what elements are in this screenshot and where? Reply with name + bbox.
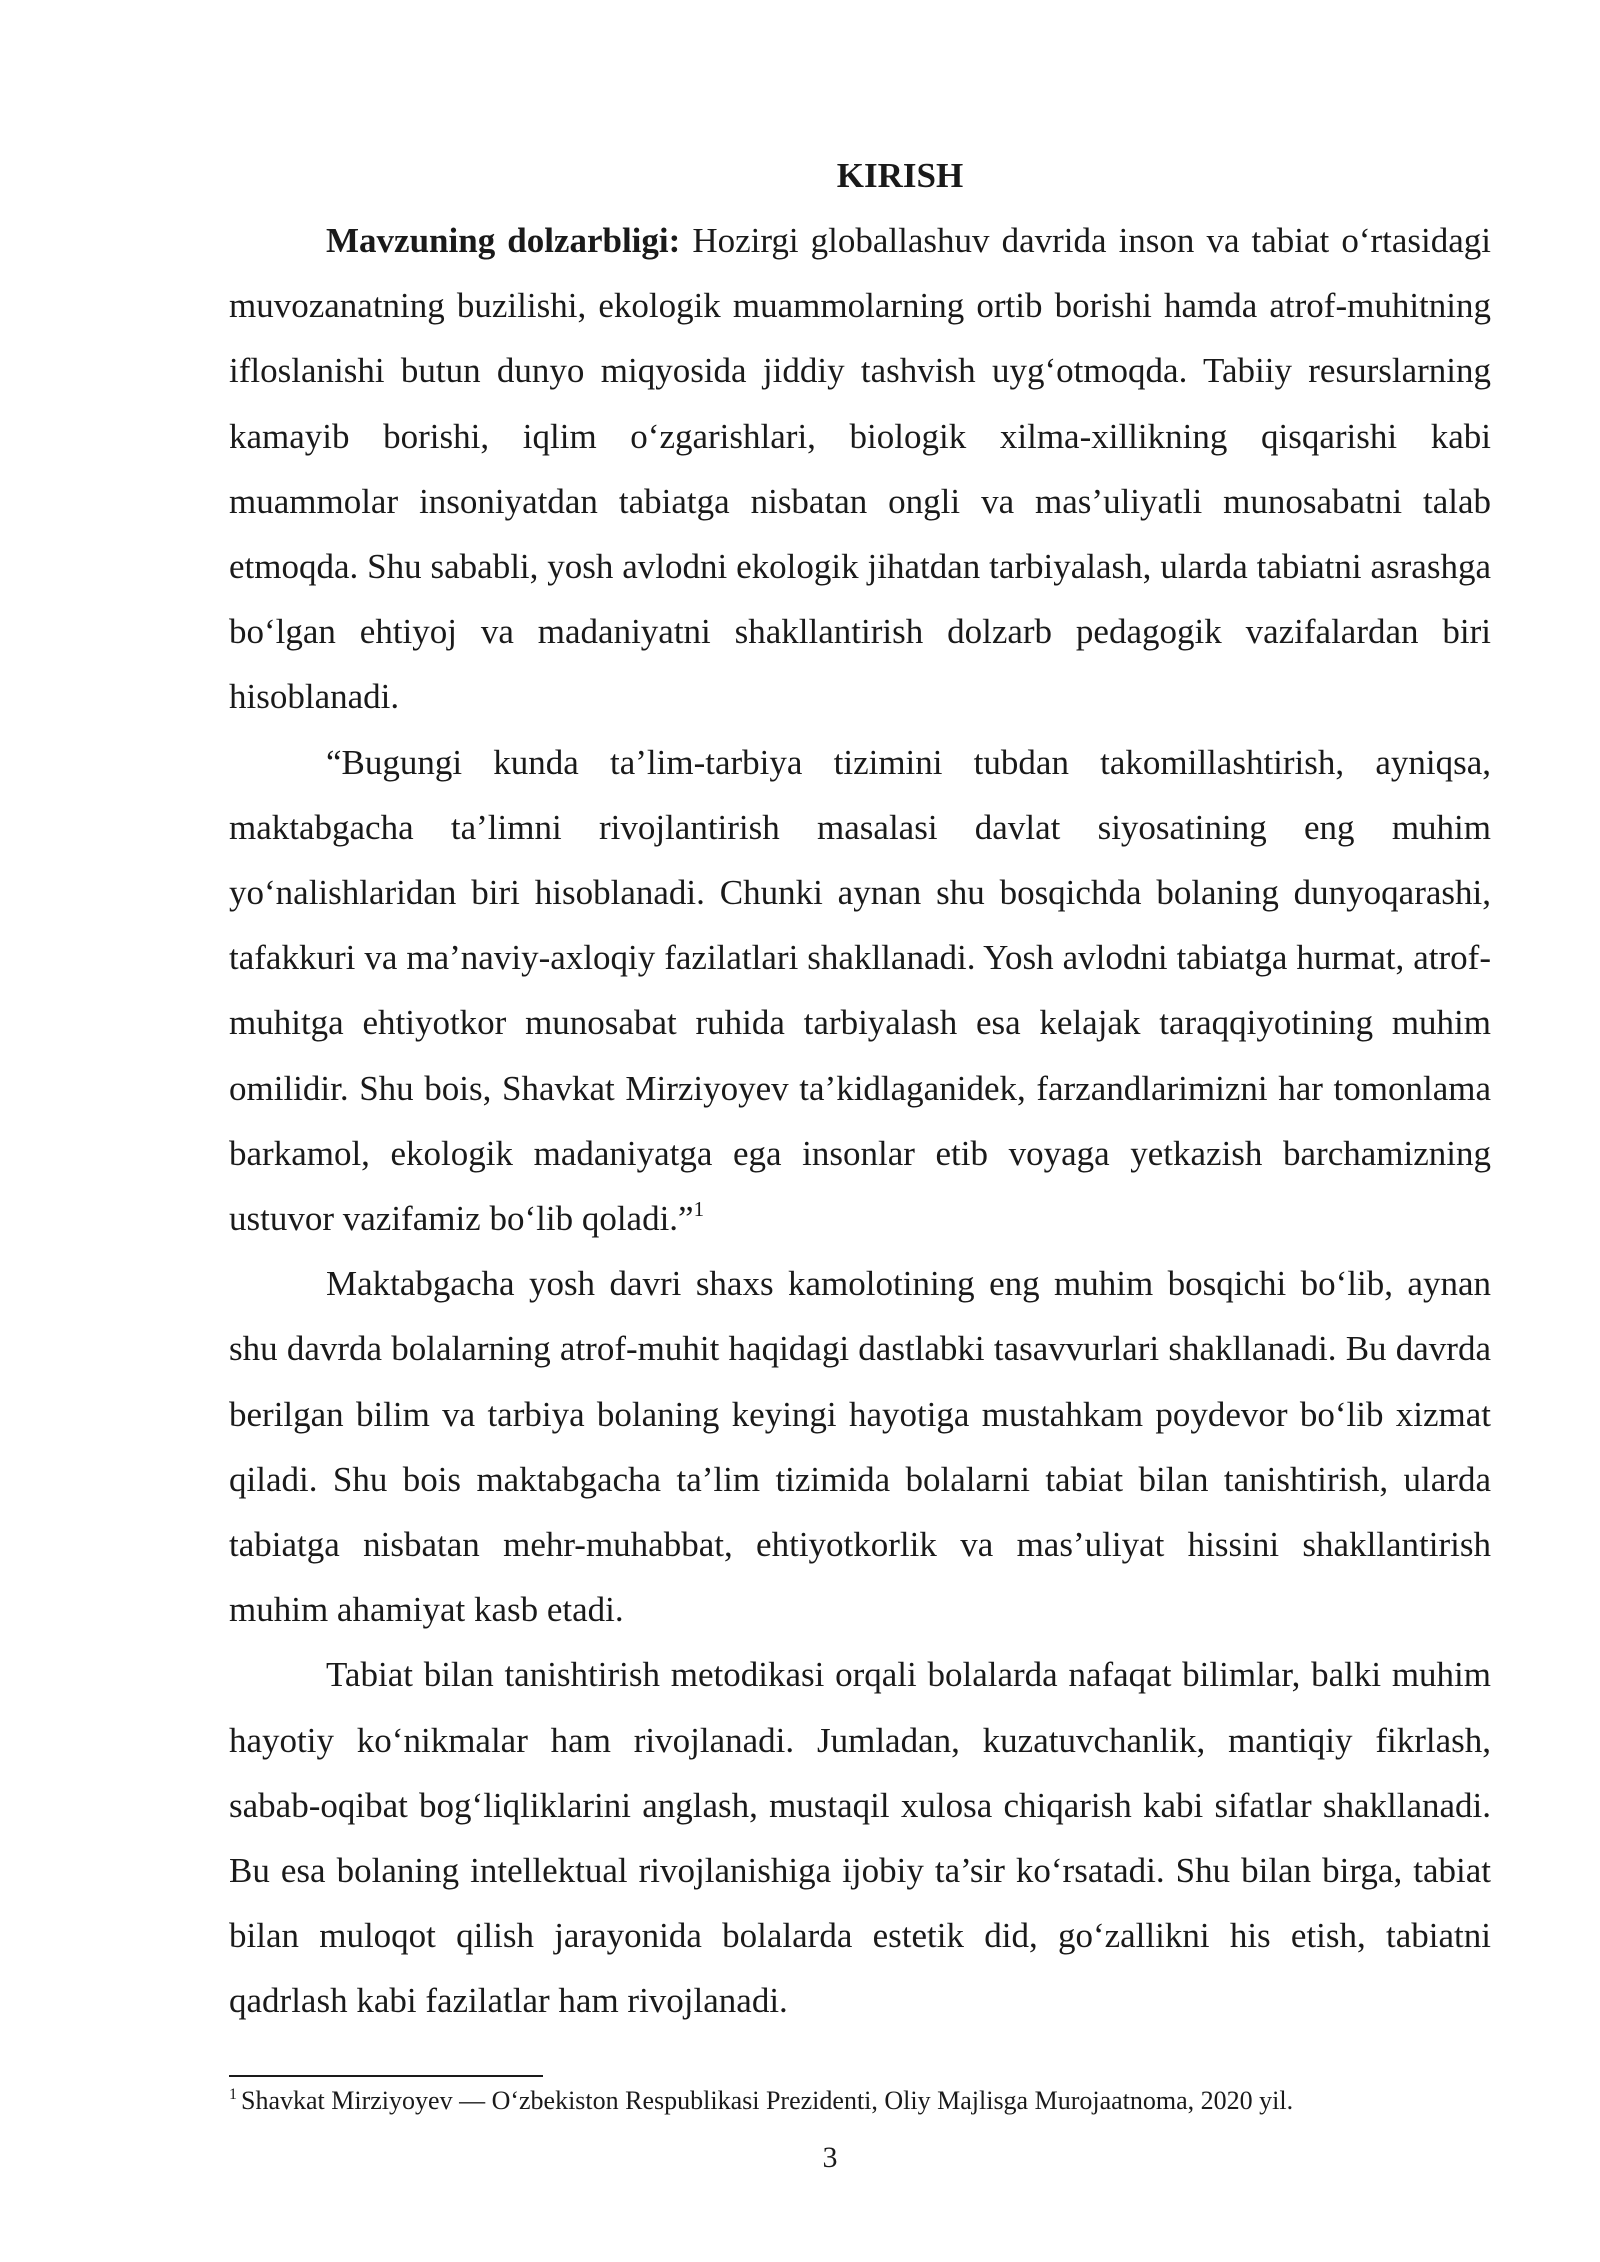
paragraph-methodology <box>229 1642 1491 2033</box>
paragraph-lead-label: Mavzuning dolzarbligi: <box>326 221 681 260</box>
footnote-reference[interactable]: 1 <box>693 1197 705 1222</box>
section-heading: KIRISH <box>836 156 964 195</box>
footnote-number: 1 <box>229 2086 237 2103</box>
paragraph-quote <box>229 730 1491 1252</box>
footnote <box>229 2084 1491 2118</box>
paragraph-text: “Bugungi kunda ta’lim-tarbiya tizimini tubdan takomillashtirish, ayniqsa, maktabgacha ta’limni rivojlantirish masalasi davlat siyosatining eng muhim yo‘nalishlaridan biri hisoblanadi. Chunki aynan shu bosqichda bolaning dunyoqarashi, tafakkuri va ma’naviy-axloqiy fazilatlari shakllanadi. Yosh avlodni tabiatga hurmat, atrof-muhitga ehtiyotkor munosabat ruhida tarbiyalash esa kelajak taraqqiyotining muhim omilidir. Shu bois, Shavkat Mirziyoyev ta’kidlaganidek, farzandlarimizni har tomonlama barkamol, ekologik madaniyatga ega insonlar etib voyaga yetkazish barchamizning ustuvor vazifamiz bo‘lib qoladi.” <box>229 742 1491 1239</box>
paragraph-relevance <box>229 208 1491 730</box>
footnote-text: Shavkat Mirziyoyev — O‘zbekiston Respublikasi Prezidenti, Oliy Majlisga Murojaatnoma, 2020 yil. <box>241 2086 1294 2115</box>
page-number: 3 <box>822 2141 838 2174</box>
document-body <box>229 148 1491 2034</box>
paragraph-text: Tabiat bilan tanishtirish metodikasi orqali bolalarda nafaqat bilimlar, balki muhim hayotiy ko‘nikmalar ham rivojlanadi. Jumladan, kuzatuvchanlik, mantiqiy fikrlash, sabab-oqibat bog‘liqliklarini anglash, mustaqil xulosa chiqarish kabi sifatlar shakllanadi. Bu esa bolaning intellektual rivojlanishiga ijobiy ta’sir ko‘rsatadi. Shu bilan birga, tabiat bilan muloqot qilish jarayonida bolalarda estetik did, go‘zallikni his etish, tabiatni qadrlash kabi fazilatlar ham rivojlanadi. <box>229 1655 1491 2021</box>
paragraph-text: Maktabgacha yosh davri shaxs kamolotining eng muhim bosqichi bo‘lib, aynan shu davrda bolalarning atrof-muhit haqidagi dastlabki tasavvurlari shakllanadi. Bu davrda berilgan bilim va tarbiya bolaning keyingi hayotiga mustahkam poydevor bo‘lib xizmat qiladi. Shu bois maktabgacha ta’lim tizimida bolalarni tabiat bilan tanishtirish, ularda tabiatga nisbatan mehr-muhabbat, ehtiyotkorlik va mas’uliyat hissini shakllantirish muhim ahamiyat kasb etadi. <box>229 1264 1491 1630</box>
paragraph-preschool-age <box>229 1251 1491 1642</box>
paragraph-text: Hozirgi globallashuv davrida inson va tabiat o‘rtasidagi muvozanatning buzilishi, ekologik muammolarning ortib borishi hamda atrof-muhitning ifloslanishi butun dunyo miqyosida jiddiy tashvish uyg‘otmoqda. Tabiiy resurslarning kamayib borishi, iqlim o‘zgarishlari, biologik xilma-xillikning qisqarishi kabi muammolar insoniyatdan tabiatga nisbatan ongli va mas’uliyatli munosabatni talab etmoqda. Shu sababli, yosh avlodni ekologik jihatdan tarbiyalash, ularda tabiatni asrashga bo‘lgan ehtiyoj va madaniyatni shakllantirish dolzarb pedagogik vazifalardan biri hisoblanadi. <box>229 221 1491 717</box>
footnote-separator <box>229 2075 543 2077</box>
